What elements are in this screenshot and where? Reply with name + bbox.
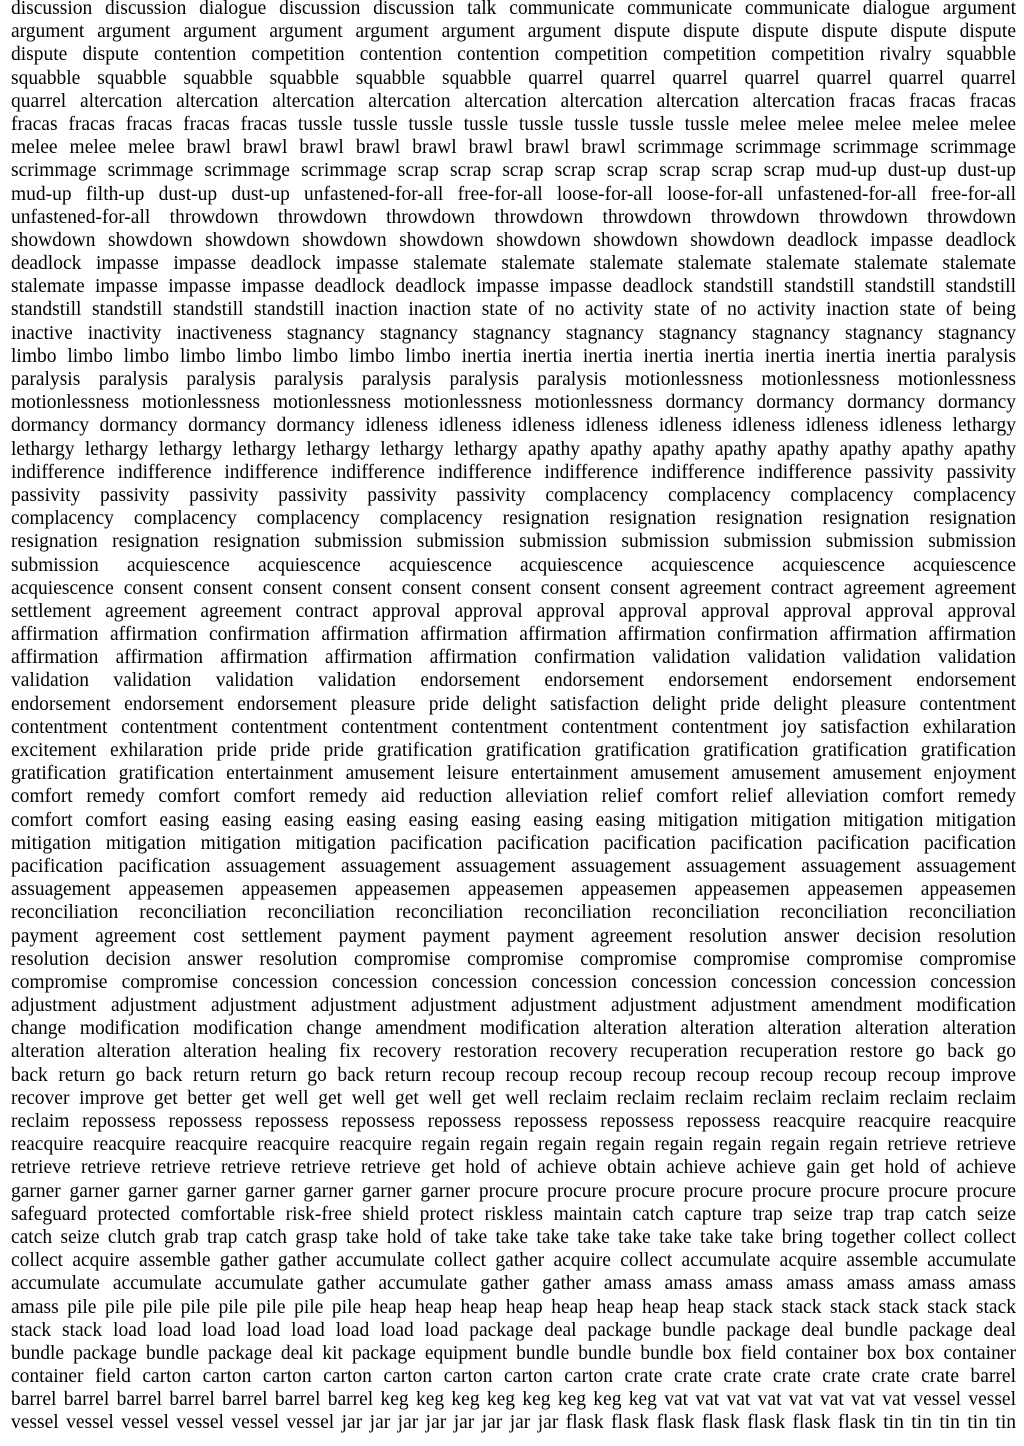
text-line: collect acquire assemble gather gather accumulate collect gather acquire collect accumulate acquire assemble accumulate [11, 1250, 1016, 1272]
text-line: container field carton carton carton carton carton carton carton carton crate crate crate crate crate crate crate barrel [11, 1366, 1016, 1388]
text-line: submission acquiescence acquiescence acquiescence acquiescence acquiescence acquiescence acquiescence [11, 554, 1016, 576]
text-line: assuagement appeasemen appeasemen appeasemen appeasemen appeasemen appeasemen appeasemen appeasemen [11, 879, 1016, 901]
text-line: catch seize clutch grab trap catch grasp take hold of take take take take take take take take bring together collect collect [11, 1226, 1016, 1248]
text-line: back return go back return return go back return recoup recoup recoup recoup recoup recoup recoup recoup improve [11, 1064, 1016, 1086]
text-line: bundle package bundle package deal kit package equipment bundle bundle bundle box field container box box container [11, 1342, 1016, 1364]
text-line: mitigation mitigation mitigation mitigation pacification pacification pacification pacification pacification pacification [11, 832, 1016, 854]
text-line: motionlessness motionlessness motionlessness motionlessness motionlessness dormancy dormancy dormancy dormancy [11, 392, 1016, 414]
text-line: acquiescence consent consent consent consent consent consent consent consent agreement contract agreement agreement [11, 577, 1016, 599]
text-line: compromise compromise concession concession concession concession concession concession concession concession [11, 971, 1016, 993]
text-line: unfastened-for-all throwdown throwdown throwdown throwdown throwdown throwdown throwdown throwdown [11, 206, 1016, 228]
text-line: paralysis paralysis paralysis paralysis paralysis paralysis paralysis motionlessness motionlessness motionlessness [11, 369, 1016, 390]
text-line: garner garner garner garner garner garner garner garner procure procure procure procure procure procure procure procure [11, 1180, 1016, 1202]
text-line: dispute dispute contention competition contention contention competition competition competition rivalry squabble [11, 44, 1016, 66]
text-line: adjustment adjustment adjustment adjustment adjustment adjustment adjustment adjustment amendment modification [11, 995, 1016, 1017]
text-line: settlement agreement agreement contract approval approval approval approval approval approval approval approval [11, 600, 1016, 622]
text-line: pacification pacification assuagement assuagement assuagement assuagement assuagement assuagement assuagement [11, 855, 1016, 877]
text-line: alteration alteration alteration healing fix recovery restoration recovery recuperation recuperation restore go back go [11, 1041, 1016, 1063]
text-line: affirmation affirmation affirmation affirmation affirmation confirmation validation validation validation validation [11, 647, 1016, 669]
text-line: mud-up filth-up dust-up dust-up unfastened-for-all free-for-all loose-for-all loose-for-all unfastened-for-all free-for-all [11, 183, 1016, 205]
text-line: endorsement endorsement endorsement pleasure pride delight satisfaction delight pride delight pleasure contentment [11, 693, 1016, 715]
text-line: validation validation validation validation endorsement endorsement endorsement endorsement endorsement [11, 670, 1016, 692]
text-line: fracas fracas fracas fracas fracas tussle tussle tussle tussle tussle tussle tussle tussle melee melee melee melee melee [11, 113, 1016, 135]
text-line: lethargy lethargy lethargy lethargy lethargy lethargy lethargy apathy apathy apathy apathy apathy apathy apathy apathy [11, 438, 1016, 460]
text-line: resolution decision answer resolution compromise compromise compromise compromise compromise compromise [11, 948, 1016, 970]
text-line: vessel vessel vessel vessel vessel vessel jar jar jar jar jar jar jar jar flask flask flask flask flask flask flask tin tin tin tin tin [11, 1412, 1016, 1434]
text-line: safeguard protected comfortable risk-free shield protect riskless maintain catch capture trap seize trap trap catch seize [11, 1203, 1016, 1225]
text-line: reclaim repossess repossess repossess repossess repossess repossess repossess repossess reacquire reacquire reacquire [11, 1111, 1016, 1132]
text-line: indifference indifference indifference indifference indifference indifference indifference indifference passivity passivity [11, 461, 1016, 483]
text-line: passivity passivity passivity passivity passivity passivity complacency complacency complacency complacency [11, 484, 1016, 506]
text-line: recover improve get better get well get well get well get well reclaim reclaim reclaim reclaim reclaim reclaim reclaim [11, 1087, 1016, 1109]
text-line: dormancy dormancy dormancy dormancy idleness idleness idleness idleness idleness idleness idleness idleness lethargy [11, 415, 1016, 437]
text-line: complacency complacency complacency complacency resignation resignation resignation resignation resignation [11, 508, 1016, 530]
text-line: change modification modification change amendment modification alteration alteration alteration alteration alteration [11, 1018, 1016, 1040]
text-line: affirmation affirmation confirmation affirmation affirmation affirmation affirmation confirmation affirmation affirmation [11, 624, 1016, 646]
text-line: reconciliation reconciliation reconciliation reconciliation reconciliation reconciliation reconciliation reconciliation [11, 902, 1016, 924]
text-line: payment agreement cost settlement payment payment payment agreement resolution answer decision resolution [11, 925, 1016, 947]
text-line: limbo limbo limbo limbo limbo limbo limbo limbo inertia inertia inertia inertia inertia inertia inertia inertia paralysis [11, 345, 1016, 367]
text-line: showdown showdown showdown showdown showdown showdown showdown showdown deadlock impasse deadlock [11, 229, 1016, 251]
text-line: excitement exhilaration pride pride pride gratification gratification gratification gratification gratification gratification [11, 740, 1016, 761]
text-line: discussion discussion dialogue discussion discussion talk communicate communicate communicate dialogue argument [11, 0, 1016, 19]
text-line: stack stack load load load load load load load load package deal package bundle package deal bundle package deal [11, 1319, 1016, 1341]
text-line: retrieve retrieve retrieve retrieve retrieve retrieve get hold of achieve obtain achieve achieve gain get hold of achieve [11, 1157, 1016, 1179]
text-line: standstill standstill standstill standstill inaction inaction state of no activity state of no activity inaction state of being [11, 299, 1016, 321]
text-line: inactive inactivity inactiveness stagnancy stagnancy stagnancy stagnancy stagnancy stagnancy stagnancy stagnancy [11, 322, 1016, 344]
text-line: quarrel altercation altercation altercation altercation altercation altercation altercation altercation fracas fracas fracas [11, 90, 1016, 112]
text-line: contentment contentment contentment contentment contentment contentment contentment joy satisfaction exhilaration [11, 716, 1016, 738]
text-line: gratification gratification entertainment amusement leisure entertainment amusement amusement amusement enjoyment [11, 763, 1016, 785]
text-line: resignation resignation resignation submission submission submission submission submission submission submission [11, 531, 1016, 553]
text-line: stalemate impasse impasse impasse deadlock deadlock impasse impasse deadlock standstill standstill standstill standstill [11, 276, 1016, 298]
text-line: scrimmage scrimmage scrimmage scrimmage scrap scrap scrap scrap scrap scrap scrap scrap mud-up dust-up dust-up [11, 160, 1016, 182]
text-line: accumulate accumulate accumulate gather accumulate gather gather amass amass amass amass amass amass amass [11, 1273, 1016, 1295]
text-line: amass pile pile pile pile pile pile pile pile heap heap heap heap heap heap heap heap stack stack stack stack stack stack [11, 1296, 1016, 1318]
text-line: barrel barrel barrel barrel barrel barrel barrel keg keg keg keg keg keg keg keg vat vat vat vat vat vat vat vat vessel vessel [11, 1389, 1016, 1411]
text-line: reacquire reacquire reacquire reacquire reacquire regain regain regain regain regain regain regain regain retrieve retrieve [11, 1134, 1016, 1156]
text-line: argument argument argument argument argument argument argument dispute dispute dispute dispute dispute dispute [11, 21, 1016, 43]
text-line: squabble squabble squabble squabble squabble squabble quarrel quarrel quarrel quarrel quarrel quarrel quarrel [11, 67, 1016, 89]
text-line: deadlock impasse impasse deadlock impasse stalemate stalemate stalemate stalemate stalemate stalemate stalemate [11, 253, 1016, 275]
text-line: comfort remedy comfort comfort remedy aid reduction alleviation relief comfort relief alleviation comfort remedy [11, 786, 1016, 808]
text-line: melee melee melee brawl brawl brawl brawl brawl brawl brawl brawl scrimmage scrimmage scrimmage scrimmage [11, 137, 1016, 159]
document-body [11, 0, 1016, 1435]
text-line: comfort comfort easing easing easing easing easing easing easing easing mitigation mitigation mitigation mitigation [11, 809, 1016, 831]
